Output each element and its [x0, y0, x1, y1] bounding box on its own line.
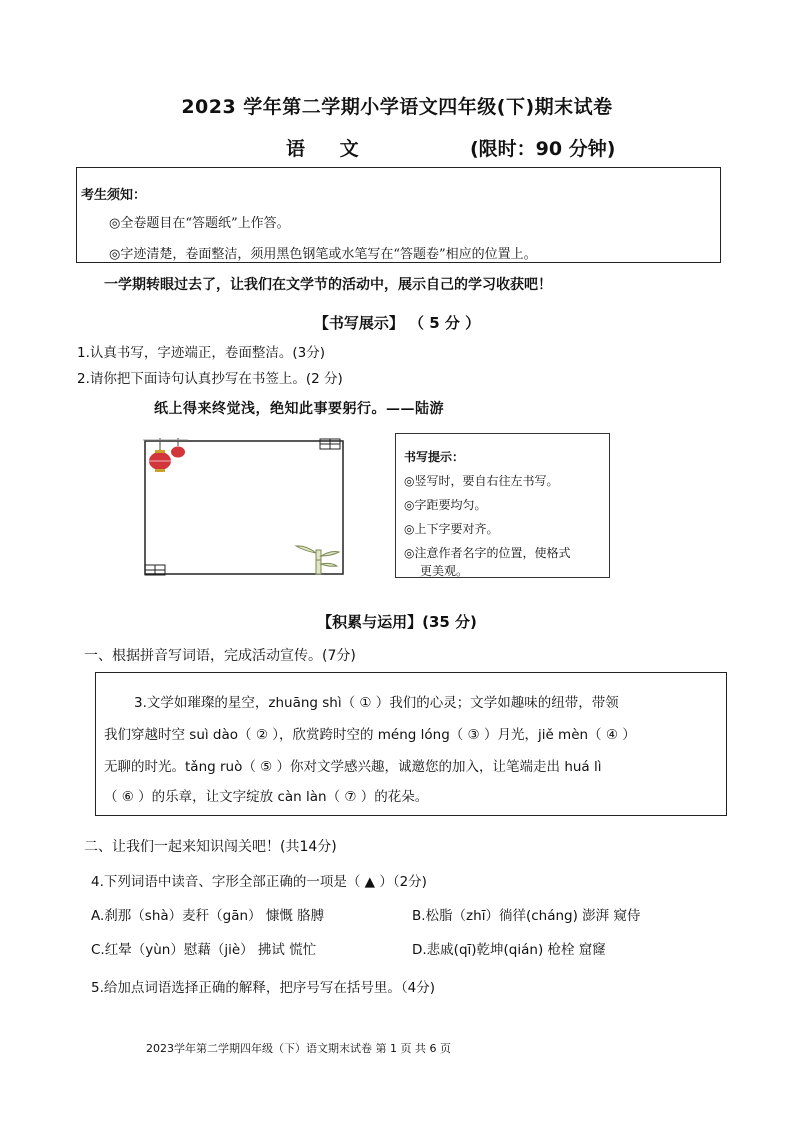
pinyin-passage-box: [95, 672, 727, 816]
part-2-heading: 二、让我们一起来知识闯关吧！(共14分): [84, 839, 337, 855]
passage-line-2: 我们穿越时空 suì dào（ ② ），欣赏跨时空的 méng lóng（ ③ ）月光，jiě mèn（ ④ ）: [104, 727, 636, 743]
option-a: A.刹那（shà）麦秆（gān） 慷慨 胳膊: [91, 908, 325, 924]
section-accumulation-title: 【积累与运用】(35 分): [317, 613, 477, 631]
hint-item-2: ◎字距要均匀。: [404, 498, 487, 512]
passage-line-1: 3.文学如璀璨的星空，zhuāng shì（ ① ）我们的心灵；文学如趣味的纽带，带领: [134, 695, 619, 711]
question-1: 1.认真书写，字迹端正，卷面整洁。(3分): [77, 345, 326, 361]
notice-item-2: ◎字迹清楚，卷面整洁，须用黑色钢笔或水笔写在“答题卷”相应的位置上。: [109, 247, 537, 262]
writing-hint-box: [395, 433, 610, 578]
corner-ornament-icon: [145, 439, 340, 575]
option-d: D.悲戚(qī)乾坤(qián) 枪栓 窟窿: [412, 942, 606, 958]
intro-text: 一学期转眼过去了，让我们在文学节的活动中，展示自己的学习收获吧！: [104, 277, 552, 293]
bamboo-icon: [296, 546, 339, 574]
question-2: 2.请你把下面诗句认真抄写在书签上。(2 分): [77, 371, 343, 387]
notice-item-1: ◎全卷题目在“答题纸”上作答。: [109, 216, 290, 231]
page-footer: 2023学年第二学期四年级（下）语文期末试卷 第 1 页 共 6 页: [146, 1042, 451, 1055]
bookmark-frame: [140, 438, 347, 578]
option-b: B.松脂（zhī）徜徉(cháng) 澎湃 窥侍: [412, 908, 641, 924]
hint-item-4: ◎注意作者名字的位置，使格式: [404, 546, 571, 560]
subject-label: 语 文: [286, 138, 373, 160]
option-c: C.红晕（yùn）慰藉（jiè） 拂试 慌忙: [91, 942, 317, 958]
poem-line: 纸上得来终觉浅，绝知此事要躬行。——陆游: [154, 401, 444, 417]
notice-box: [76, 167, 721, 263]
exam-title: 2023 学年第二学期小学语文四年级(下)期末试卷: [181, 96, 613, 118]
passage-line-4: （ ⑥ ）的乐章，让文字绽放 càn làn（ ⑦ ）的花朵。: [104, 789, 429, 805]
notice-heading: 考生须知：: [81, 188, 147, 203]
part-1-heading: 一、根据拼音写词语，完成活动宣传。(7分): [84, 648, 356, 664]
section-writing-title: 【书写展示】 （ 5 分 ）: [313, 314, 481, 332]
lantern-icon: [143, 438, 188, 472]
passage-line-3: 无聊的时光。tǎng ruò（ ⑤ ）你对文学感兴趣，诚邀您的加入，让笔端走出 huá lì: [104, 759, 602, 775]
question-5: 5.给加点词语选择正确的解释，把序号写在括号里。（4分): [91, 980, 435, 996]
hint-item-1: ◎竖写时，要自右往左书写。: [404, 474, 559, 488]
time-limit: (限时：90 分钟): [470, 138, 616, 160]
hint-heading: 书写提示：: [404, 450, 465, 464]
hint-item-3: ◎上下字要对齐。: [404, 522, 499, 536]
hint-item-5: 更美观。: [420, 564, 469, 578]
question-4: 4.下列词语中读音、字形全部正确的一项是（ ▲ ）（2分): [91, 874, 427, 890]
